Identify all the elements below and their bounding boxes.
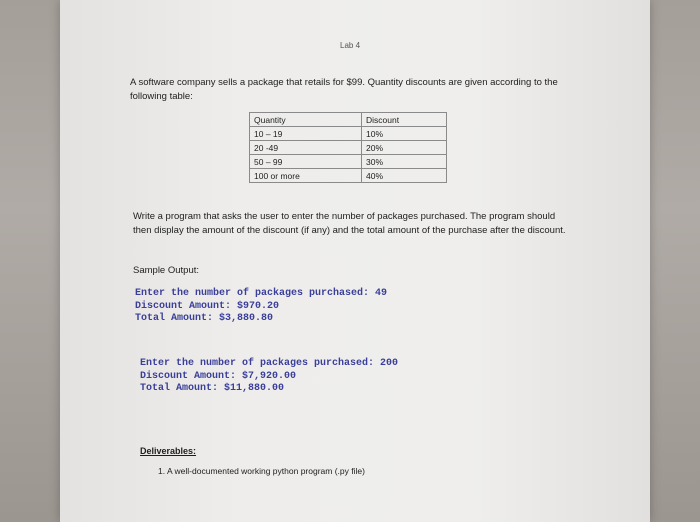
table-header-row (250, 113, 447, 127)
page-header: Lab 4 (340, 41, 361, 50)
deliverable-item: 1. A well-documented working python program (.py file) (158, 466, 365, 476)
code-line: Enter the number of packages purchased: 200 (140, 358, 399, 369)
document-page (60, 0, 650, 522)
code-line: Total Amount: $11,880.00 (140, 383, 285, 394)
discount-cell: 30% (362, 155, 447, 169)
discount-cell: 20% (362, 141, 447, 155)
sample-output-block-1 (135, 288, 387, 326)
quantity-cell: 50 – 99 (250, 155, 362, 169)
sample-output-label: Sample Output: (133, 265, 200, 276)
code-line: Enter the number of packages purchased: 49 (135, 288, 388, 299)
deliverables-heading: Deliverables: (140, 446, 197, 456)
code-line: Total Amount: $3,880.80 (135, 313, 274, 324)
header-quantity: Quantity (250, 113, 362, 127)
code-line: Discount Amount: $970.20 (135, 300, 280, 312)
table-row (250, 155, 447, 169)
intro-paragraph: A software company sells a package that retails for $99. Quantity discounts are given according to the following table: (130, 77, 558, 102)
code-line: Discount Amount: $7,920.00 (140, 370, 297, 382)
table-row (250, 141, 447, 155)
quantity-cell: 100 or more (250, 169, 362, 183)
table-row (250, 169, 447, 183)
task-paragraph: Write a program that asks the user to enter the number of packages purchased. The program should then display the amount of the discount (if any) and the total amount of the purchase after the discount. (133, 211, 566, 236)
quantity-cell: 10 – 19 (250, 127, 362, 141)
quantity-cell: 20 -49 (250, 141, 362, 155)
table-row (250, 127, 447, 141)
sample-output-block-2 (140, 358, 398, 396)
header-discount: Discount (362, 113, 447, 127)
discount-cell: 10% (362, 127, 447, 141)
discount-table (249, 112, 447, 183)
discount-cell: 40% (362, 169, 447, 183)
